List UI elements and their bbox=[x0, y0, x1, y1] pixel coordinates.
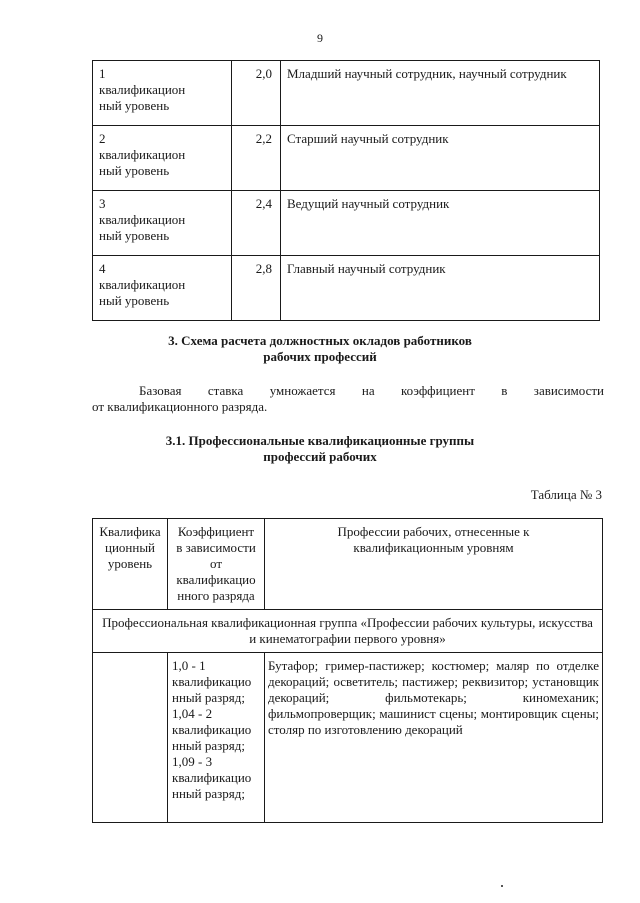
scan-speck bbox=[501, 885, 503, 887]
coefficient-line: нный разряд; bbox=[172, 738, 245, 753]
section-3-1-title bbox=[0, 433, 640, 465]
level-line: ный уровень bbox=[99, 293, 170, 308]
level-line: ный уровень bbox=[99, 163, 170, 178]
header-coefficient bbox=[168, 519, 265, 610]
level-line: квалификацион bbox=[99, 212, 186, 227]
level-line: квалификацион bbox=[99, 277, 186, 292]
level-cell bbox=[93, 126, 232, 191]
coefficient-cell: 2,4 bbox=[232, 191, 281, 256]
table-row bbox=[93, 126, 600, 191]
level-cell bbox=[93, 256, 232, 321]
header-line: Квалифика bbox=[99, 524, 161, 539]
group-row bbox=[93, 610, 603, 653]
coefficient-cell: 2,0 bbox=[232, 61, 281, 126]
table-row bbox=[93, 191, 600, 256]
header-line: Профессии рабочих, отнесенные к bbox=[337, 524, 530, 539]
section-3-title-line: 3. Схема расчета должностных окладов работников bbox=[168, 333, 472, 348]
level-cell bbox=[93, 653, 168, 823]
coefficient-line: 1,09 - 3 bbox=[172, 754, 213, 769]
coefficient-line: 1,0 - 1 bbox=[172, 658, 206, 673]
header-line: нного разряда bbox=[177, 588, 255, 603]
header-professions bbox=[265, 519, 603, 610]
level-cell bbox=[93, 191, 232, 256]
section-3-1-title-line: 3.1. Профессиональные квалификационные группы bbox=[165, 433, 475, 448]
coefficient-line: квалификацио bbox=[172, 722, 252, 737]
table-header-row bbox=[93, 519, 603, 610]
coefficient-line: нный разряд; bbox=[172, 786, 245, 801]
coefficient-cell: 2,2 bbox=[232, 126, 281, 191]
header-line: в зависимости bbox=[176, 540, 256, 555]
level-line: квалификацион bbox=[99, 82, 186, 97]
header-line: квалификацио bbox=[176, 572, 256, 587]
scientific-positions-table bbox=[92, 60, 600, 321]
page-number: 9 bbox=[317, 31, 323, 45]
table-row bbox=[93, 653, 603, 823]
header-line: уровень bbox=[107, 556, 153, 571]
position-cell: Старший научный сотрудник bbox=[281, 126, 600, 191]
table-caption: Таблица № 3 bbox=[530, 487, 602, 502]
position-cell: Ведущий научный сотрудник bbox=[281, 191, 600, 256]
paragraph-line: от квалификационного разряда. bbox=[92, 399, 268, 414]
professions-cell: Бутафор; гример-пастижер; костюмер; маляр по отделке декораций; осветитель; пастижер; реквизитор; установщик декораций; фильмотекарь; киномеханик; фильмопроверщик; машинист сцены; монтировщик сцены; столяр по изготовлению декораций bbox=[265, 653, 603, 823]
header-qualification-level bbox=[93, 519, 168, 610]
section-3-paragraph bbox=[92, 383, 604, 415]
coefficient-cell bbox=[168, 653, 265, 823]
level-cell bbox=[93, 61, 232, 126]
position-cell: Младший научный сотрудник, научный сотрудник bbox=[281, 61, 600, 126]
header-line: квалификационным уровням bbox=[353, 540, 514, 555]
table-row bbox=[93, 256, 600, 321]
header-line: ционный bbox=[104, 540, 156, 555]
level-line: 2 bbox=[99, 131, 106, 146]
level-line: 4 bbox=[99, 261, 106, 276]
coefficient-line: нный разряд; bbox=[172, 690, 245, 705]
worker-professions-table bbox=[92, 518, 603, 823]
table-row bbox=[93, 61, 600, 126]
level-line: квалификацион bbox=[99, 147, 186, 162]
section-3-title bbox=[0, 333, 640, 365]
coefficient-line: 1,04 - 2 bbox=[172, 706, 213, 721]
group-title: Профессиональная квалификационная группа «Профессии рабочих культуры, искусства и кинематографии первого уровня» bbox=[93, 610, 603, 653]
section-3-title-line: рабочих профессий bbox=[263, 349, 377, 364]
level-line: ный уровень bbox=[99, 98, 170, 113]
coefficient-line: квалификацио bbox=[172, 770, 252, 785]
position-cell: Главный научный сотрудник bbox=[281, 256, 600, 321]
level-line: ный уровень bbox=[99, 228, 170, 243]
coefficient-cell: 2,8 bbox=[232, 256, 281, 321]
coefficient-line: квалификацио bbox=[172, 674, 252, 689]
level-line: 1 bbox=[99, 66, 106, 81]
level-line: 3 bbox=[99, 196, 106, 211]
paragraph-line: Базовая ставка умножается на коэффициент в зависимости bbox=[139, 383, 604, 398]
header-line: от bbox=[209, 556, 222, 571]
section-3-1-title-line: профессий рабочих bbox=[263, 449, 377, 464]
header-line: Коэффициент bbox=[177, 524, 255, 539]
